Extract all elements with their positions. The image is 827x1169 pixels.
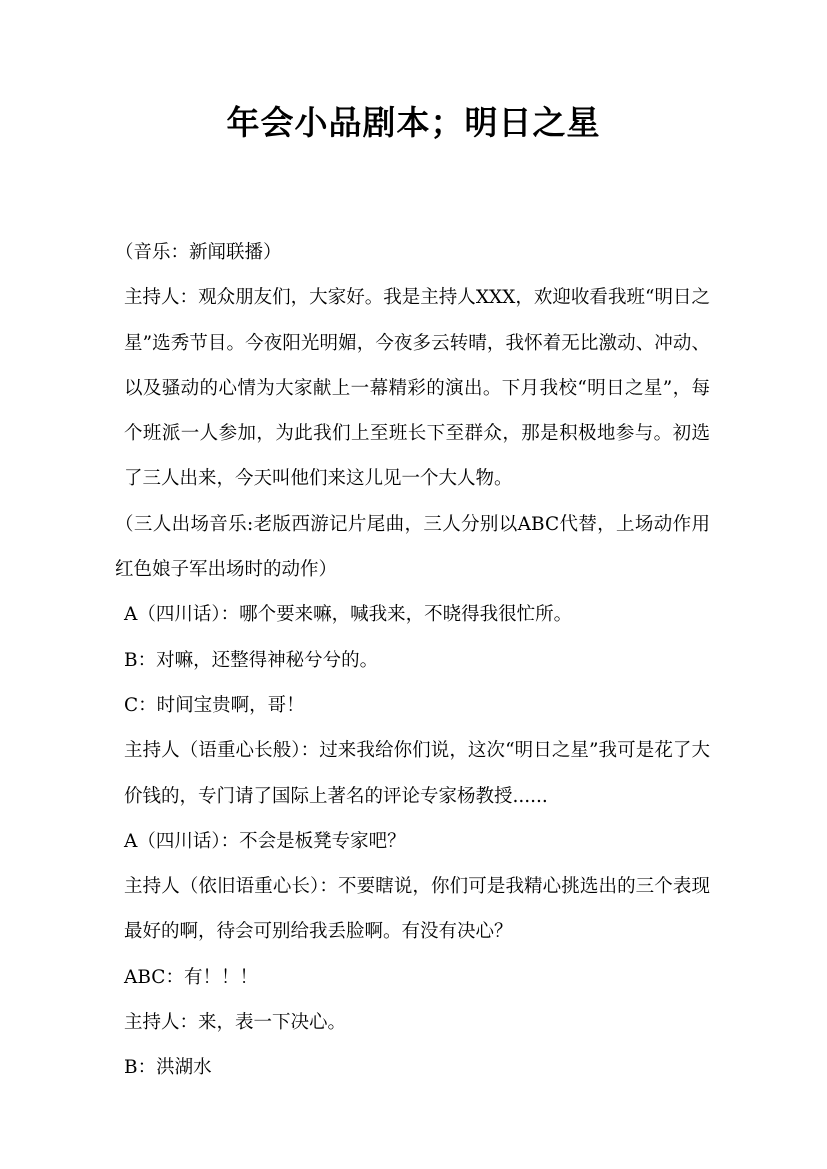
paragraph-host-pledge: 主持人：来，表一下决心。	[124, 1012, 347, 1034]
paragraph-host-professor: 主持人（语重心长般）：过来我给你们说，这次“明日之星”我可是花了大价钱的，专门请了国际上著名的评论专家杨教授......	[124, 740, 710, 807]
script-body	[115, 230, 710, 1091]
paragraph-line-a-bench: A（四川话）：不会是板凳专家吧？	[124, 830, 406, 852]
paragraph-line-b: B：对嘛，还整得神秘兮兮的。	[124, 649, 379, 671]
paragraph-line-c: C：时间宝贵啊，哥！	[124, 694, 305, 716]
paragraph-line-b-song: B：洪湖水	[124, 1057, 212, 1079]
paragraph-stage-direction-music: （音乐：新闻联播）	[115, 242, 282, 263]
paragraph-stage-direction-entrance: （三人出场音乐:老版西游记片尾曲，三人分别以ABC代替，上场动作用红色娘子军出场时的动作）	[115, 513, 710, 581]
paragraph-host-opening: 主持人：观众朋友们，大家好。我是主持人XXX，欢迎收看我班“明日之星”选秀节目。今夜阳光明媚，今夜多云转晴，我怀着无比激动、冲动、以及骚动的心情为大家献上一幕精彩的演出。下月我校“明日之星”，每个班派一人参加，为此我们上至班长下至群众，那是积极地参与。初选了三人出来，今天叫他们来这儿见一个大人物。	[124, 287, 710, 490]
paragraph-line-abc: ABC：有！！！	[124, 966, 258, 988]
paragraph-line-a: A（四川话）：哪个要来嘛，喊我来，不晓得我很忙所。	[124, 604, 573, 626]
paragraph-host-resolve: 主持人（依旧语重心长）：不要瞎说，你们可是我精心挑选出的三个表现最好的啊，待会可别给我丢脸啊。有没有决心？	[124, 876, 710, 943]
page-title: 年会小品剧本；明日之星	[226, 103, 601, 142]
